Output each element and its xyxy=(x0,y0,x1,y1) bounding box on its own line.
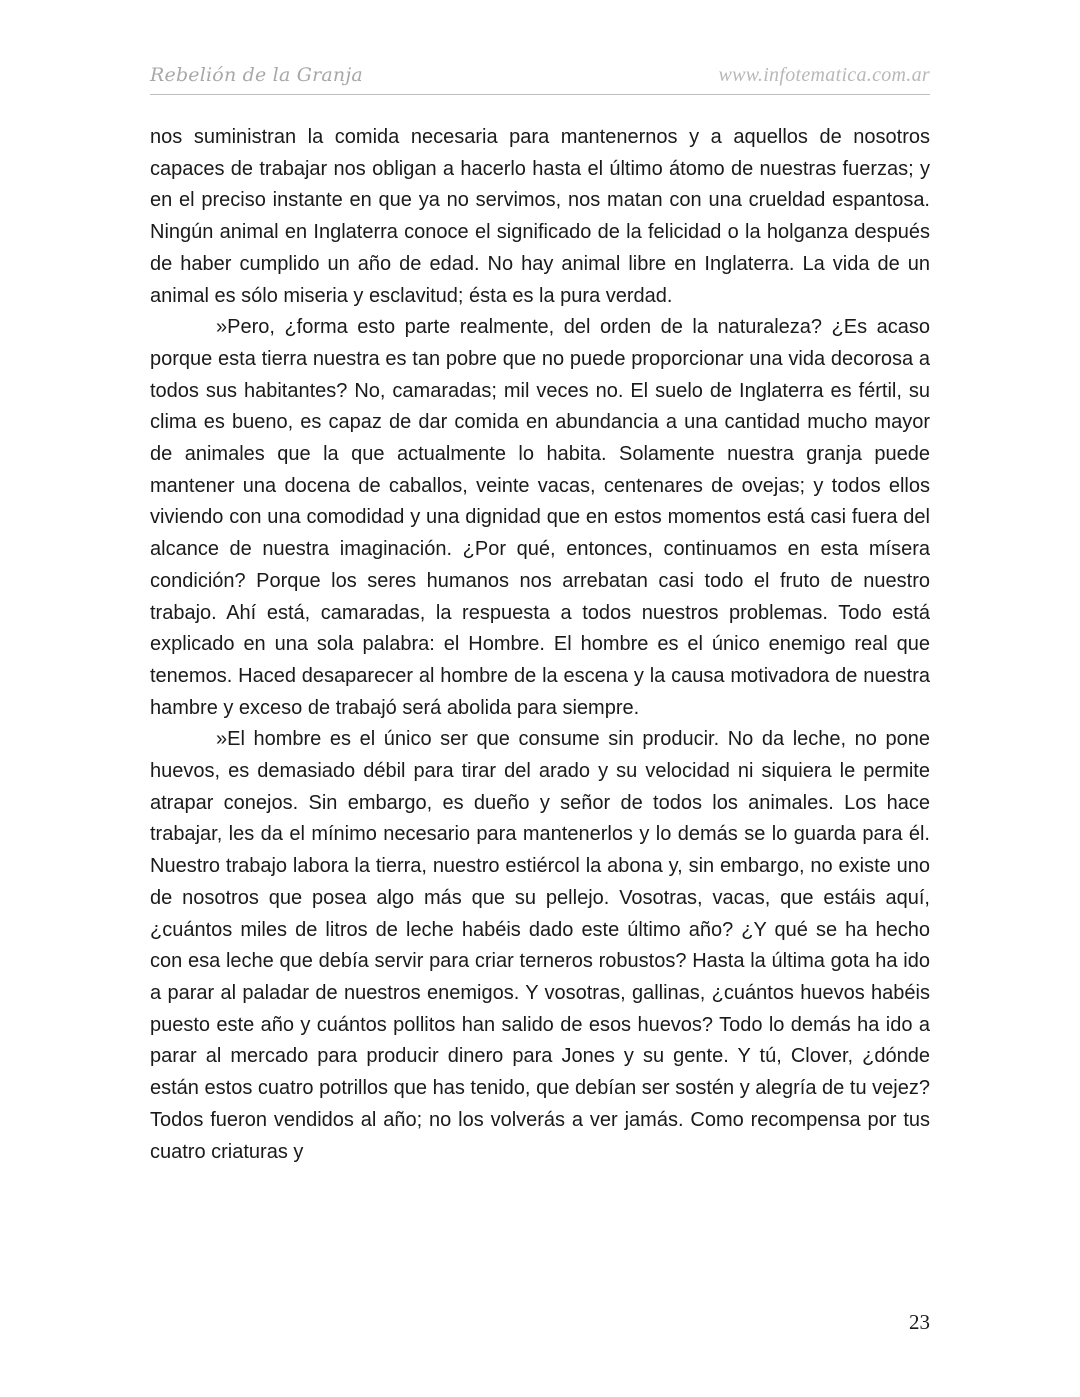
paragraph: »Pero, ¿forma esto parte realmente, del orden de la naturaleza? ¿Es acaso porque esta tierra nuestra es tan pobre que no puede proporcionar una vida decorosa a todos sus habitantes? No, camaradas; mil veces no. El suelo de Inglaterra es fértil, su clima es bueno, es capaz de dar comida en abundancia a una cantidad mucho mayor de animales que la que actualmente lo habita. Solamente nuestra granja puede mantener una docena de caballos, veinte vacas, centenares de ovejas; y todos ellos viviendo con una comodidad y una dignidad que en estos momentos está casi fuera del alcance de nuestra imaginación. ¿Por qué, entonces, continuamos en esta mísera condición? Porque los seres humanos nos arrebatan casi todo el fruto de nuestro trabajo. Ahí está, camaradas, la respuesta a todos nuestros problemas. Todo está explicado en una sola palabra: el Hombre. El hombre es el único enemigo real que tenemos. Haced desaparecer al hombre de la escena y la causa motivadora de nuestra hambre y exceso de trabajó será abolida para siempre. xyxy=(150,316,930,719)
book-title: Rebelión de la Granja xyxy=(150,64,363,86)
running-header xyxy=(150,62,930,95)
body-text xyxy=(150,122,930,1168)
page-number: 23 xyxy=(909,1310,930,1334)
website-url: www.infotematica.com.ar xyxy=(718,64,930,86)
paragraph: »El hombre es el único ser que consume sin producir. No da leche, no pone huevos, es demasiado débil para tirar del arado y su velocidad ni siquiera le permite atrapar conejos. Sin embargo, es dueño y señor de todos los animales. Los hace trabajar, les da el mínimo necesario para mantenerlos y lo demás se lo guarda para él. Nuestro trabajo labora la tierra, nuestro estiércol la abona y, sin embargo, no existe uno de nosotros que posea algo más que su pellejo. Vosotras, vacas, que estáis aquí, ¿cuántos miles de litros de leche habéis dado este último año? ¿Y qué se ha hecho con esa leche que debía servir para criar terneros robustos? Hasta la última gota ha ido a parar al paladar de nuestros enemigos. Y vosotras, gallinas, ¿cuántos huevos habéis puesto este año y cuántos pollitos han salido de esos huevos? Todo lo demás ha ido a parar al mercado para producir dinero para Jones y su gente. Y tú, Clover, ¿dónde están estos cuatro potrillos que has tenido, que debían ser sostén y alegría de tu vejez? Todos fueron vendidos al año; no los volverás a ver jamás. Como recompensa por tus cuatro criaturas y xyxy=(150,728,930,1163)
paragraph-continuation: nos suministran la comida necesaria para mantenernos y a aquellos de nosotros capaces de trabajar nos obligan a hacerlo hasta el último átomo de nuestras fuerzas; y en el preciso instante en que ya no servimos, nos matan con una crueldad espantosa. Ningún animal en Inglaterra conoce el significado de la felicidad o la holganza después de haber cumplido un año de edad. No hay animal libre en Inglaterra. La vida de un animal es sólo miseria y esclavitud; ésta es la pura verdad. xyxy=(150,126,930,307)
